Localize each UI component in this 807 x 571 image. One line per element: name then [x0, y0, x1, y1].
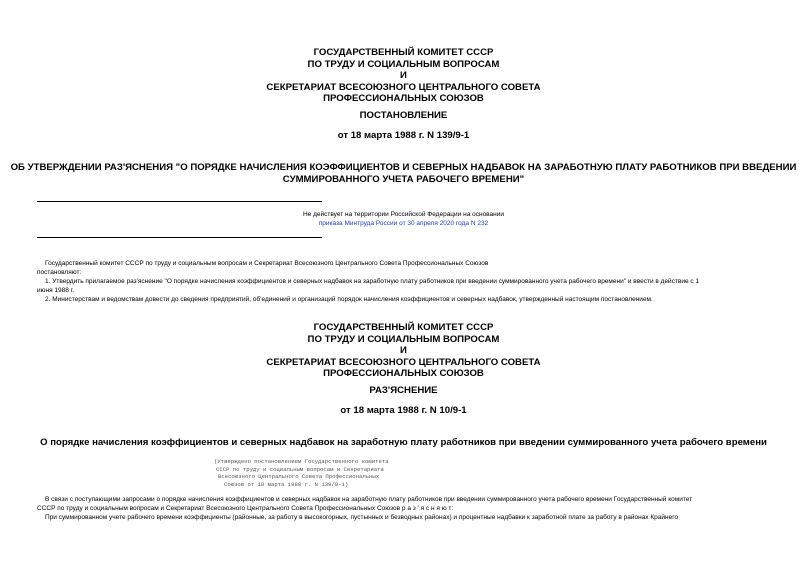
- issuer-line: ПРОФЕССИОНАЛЬНЫХ СОЮЗОВ: [323, 93, 484, 104]
- issuer-line: ПО ТРУДУ И СОЦИАЛЬНЫМ ВОПРОСАМ: [307, 58, 500, 70]
- issuer-line: И: [400, 345, 407, 356]
- issuer-line: ПО ТРУДУ И СОЦИАЛЬНЫМ ВОПРОСАМ: [307, 333, 500, 345]
- approval-line: Союзов от 18 марта 1988 г. N 139/9-1): [224, 480, 349, 488]
- resolution-resolves: постановляют:: [37, 269, 82, 276]
- approval-line: (Утверждено постановлением Государственного комитета: [214, 458, 389, 465]
- validity-notice-text: Не действует на территории Российской Федерации на основании: [302, 211, 505, 218]
- validity-notice-link[interactable]: приказа Минтруда России от 30 апреля 2020 года N 232: [318, 220, 489, 227]
- clarification-paragraph-1: В связи с поступающими запросами о порядке начисления коэффициентов и северных надбавок на заработную плату работников при введении суммированного учета рабочего времени Государственный комитет: [45, 496, 693, 503]
- document-date-number: от 18 марта 1988 г. N 139/9-1: [337, 130, 470, 141]
- resolution-intro: Государственный комитет СССР по труду и социальным вопросам и Секретариат Всесоюзного Центрального Совета Профессиональных Союзов: [45, 260, 489, 267]
- issuer-header: [0, 47, 807, 105]
- validity-notice: [0, 210, 807, 228]
- document-title: [0, 162, 807, 186]
- divider-top: [37, 201, 322, 202]
- issuer-line: ПРОФЕССИОНАЛЬНЫХ СОЮЗОВ: [323, 368, 484, 379]
- clarification-body: [37, 495, 772, 522]
- document-title-line: СУММИРОВАННОГО УЧЕТА РАБОЧЕГО ВРЕМЕНИ": [282, 174, 525, 185]
- resolution-item-1: 1. Утвердить прилагаемое раз'яснение "О порядке начисления коэффициентов и северных надбавок на заработную плату работников при введении суммированного учета рабочего времени" и ввести в действие с 1: [45, 278, 700, 285]
- issuer-line: ГОСУДАРСТВЕННЫЙ КОМИТЕТ СССР: [313, 47, 494, 58]
- resolution-body: [37, 259, 772, 304]
- resolution-item-2: 2. Министерствам и ведомствам довести до сведения предприятий, об'единений и организаций порядок начисления коэффициентов и северных надбавок, утвержденный настоящим постановлением.: [45, 296, 653, 303]
- document-date-number-2: от 18 марта 1988 г. N 10/9-1: [340, 405, 467, 416]
- approval-line: Всесоюзного Центрального Совета Профессиональных: [218, 473, 380, 481]
- issuer-line: И: [400, 70, 407, 81]
- issuer-header-2: [0, 322, 807, 380]
- divider-bottom: [37, 237, 322, 238]
- issuer-line: ГОСУДАРСТВЕННЫЙ КОМИТЕТ СССР: [313, 322, 494, 333]
- approval-note: [214, 458, 389, 488]
- document-type: ПОСТАНОВЛЕНИЕ: [359, 110, 448, 121]
- document-type-2: РАЗ'ЯСНЕНИЕ: [369, 385, 438, 396]
- document-title-line: ОБ УТВЕРЖДЕНИИ РАЗ'ЯСНЕНИЯ "О ПОРЯДКЕ НАЧИСЛЕНИЯ КОЭФФИЦИЕНТОВ И СЕВЕРНЫХ НАДБАВОК НА ЗАРАБОТНУЮ ПЛАТУ РАБОТНИКОВ ПРИ ВВЕДЕНИИ: [10, 162, 797, 173]
- approval-line: СССР по труду и социальным вопросам и Секретариата: [216, 465, 384, 473]
- issuer-line: СЕКРЕТАРИАТ ВСЕСОЮЗНОГО ЦЕНТРАЛЬНОГО СОВЕТА: [266, 81, 541, 93]
- clarification-paragraph-2: При суммированном учете рабочего времени коэффициенты (районные, за работу в высокогорных, пустынных и безводных районах) и процентные надбавки к заработной плате за работу в районах Крайнего: [45, 514, 679, 521]
- resolution-item-1-cont: июня 1988 г.: [37, 287, 75, 294]
- issuer-line: СЕКРЕТАРИАТ ВСЕСОЮЗНОГО ЦЕНТРАЛЬНОГО СОВЕТА: [266, 356, 541, 368]
- clarification-paragraph-1-cont: СССР по труду и социальным вопросам и Секретариат Всесоюзного Центрального Совета Профессиональных Союзов р а з ' я с н я ю т:: [37, 505, 454, 512]
- clarification-title: О порядке начисления коэффициентов и северных надбавок на заработную плату работников при введении суммированного учета рабочего времени: [40, 437, 767, 448]
